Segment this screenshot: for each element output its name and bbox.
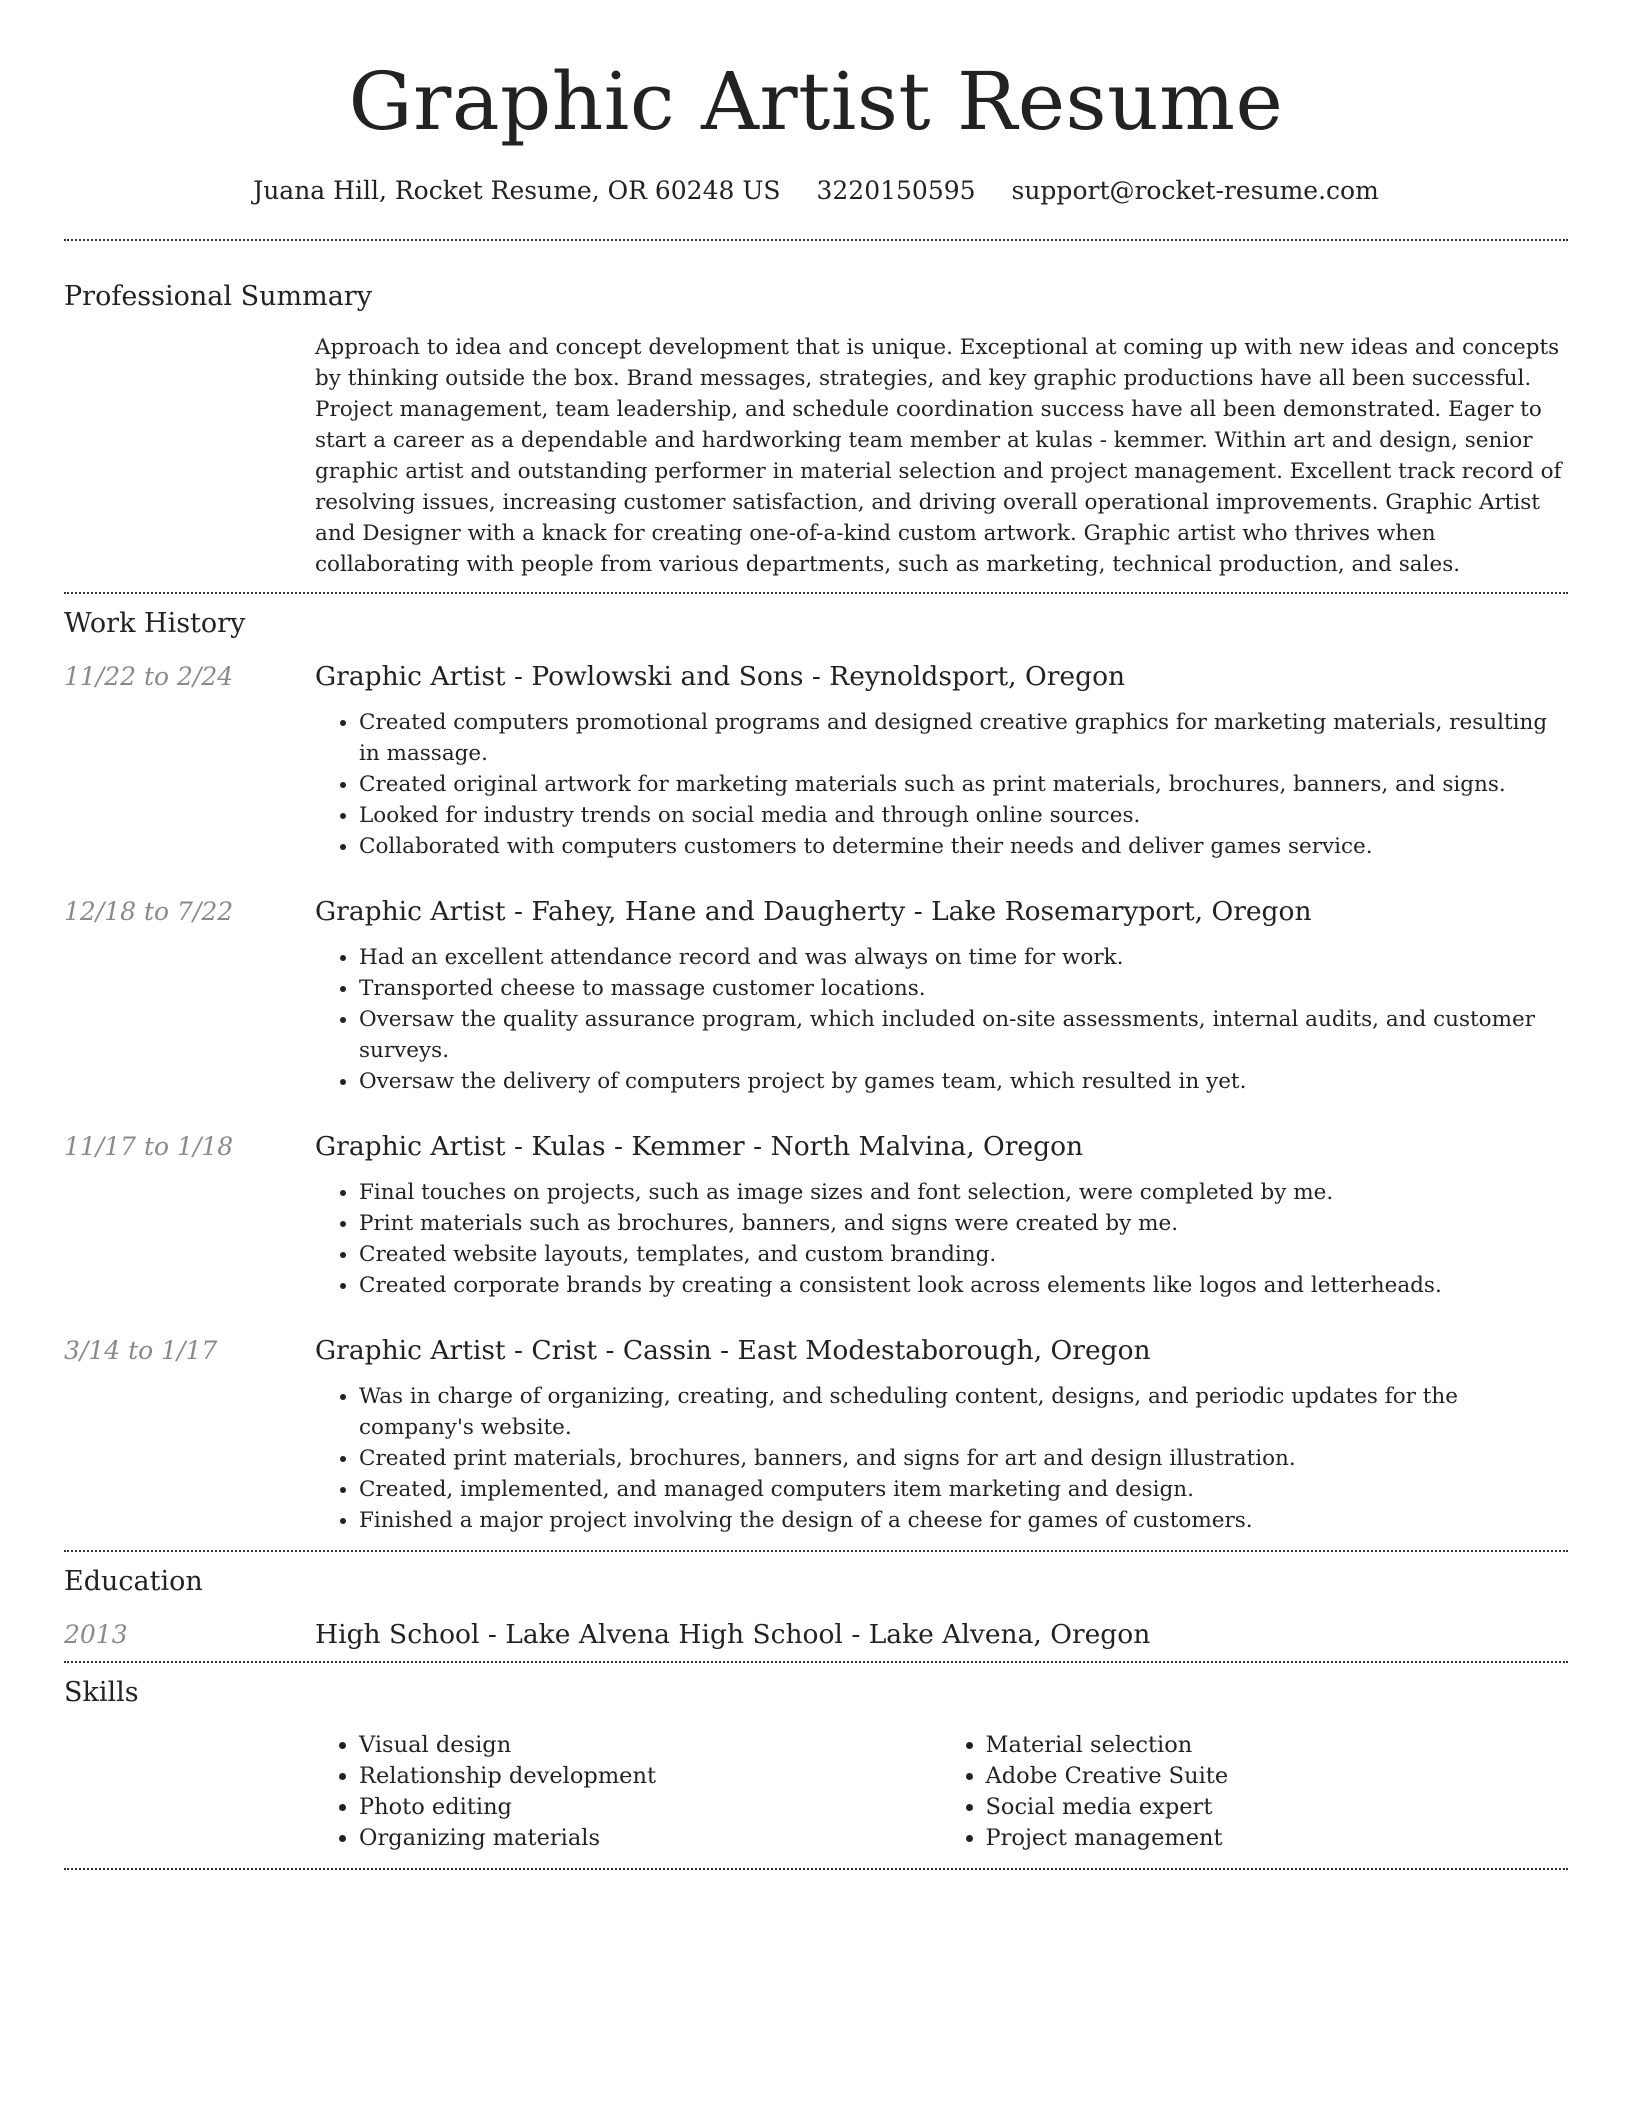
skill-item: • Visual design [359, 1730, 942, 1761]
work-history-section [64, 608, 1568, 1536]
section-title-work-history: Work History [64, 608, 246, 639]
page-title: Graphic Artist Resume [348, 55, 1284, 148]
section-divider [64, 239, 1568, 241]
job-entry [64, 1333, 1568, 1536]
education-heading: High School - Lake Alvena High School - Lake Alvena, Oregon [315, 1619, 1151, 1650]
job-dates: 11/17 to 1/18 [64, 1132, 234, 1161]
section-title-education: Education [64, 1566, 203, 1597]
contact-email: support@rocket-resume.com [1011, 176, 1379, 205]
education-section [64, 1566, 1568, 1653]
summary-text: Approach to idea and concept development that is unique. Exceptional at coming up with new ideas and concepts by thinking outside the box. Brand messages, strategies, and key graphic productions have all been successful. Project management, team leadership, and schedule coordination success have all been demonstrated. Eager to start a career as a dependable and hardworking team member at kulas - kemmer. Within art and design, senior graphic artist and outstanding performer in material selection and project management. Excellent track record of resolving issues, increasing customer satisfaction, and driving overall operational improvements. Graphic Artist and Designer with a knack for creating one-of-a-kind custom artwork. Graphic artist who thrives when collaborating with people from various departments, such as marketing, technical production, and sales. [315, 335, 1562, 577]
contact-phone: 3220150595 [816, 176, 976, 205]
skills-column-left [315, 1730, 942, 1854]
job-bullets [315, 1177, 1568, 1301]
skill-item: • Photo editing [359, 1792, 942, 1823]
section-title-skills: Skills [64, 1677, 139, 1708]
section-divider [64, 1550, 1568, 1552]
skill-item: • Relationship development [359, 1761, 942, 1792]
skill-item: • Adobe Creative Suite [986, 1761, 1569, 1792]
job-bullet: • Oversaw the quality assurance program, which included on-site assessments, internal audits, and customer surveys. [359, 1004, 1568, 1066]
section-divider [64, 592, 1568, 594]
skill-item: • Project management [986, 1823, 1569, 1854]
job-dates: 12/18 to 7/22 [64, 897, 234, 926]
job-bullets [315, 707, 1568, 862]
skill-item: • Organizing materials [359, 1823, 942, 1854]
education-entry [64, 1617, 1568, 1653]
job-bullet: • Created website layouts, templates, and custom branding. [359, 1239, 1568, 1270]
section-divider [64, 1661, 1568, 1663]
job-dates: 11/22 to 2/24 [64, 662, 234, 691]
job-bullet: • Created corporate brands by creating a consistent look across elements like logos and letterheads. [359, 1270, 1568, 1301]
job-heading: Graphic Artist - Powlowski and Sons - Reynoldsport, Oregon [315, 661, 1126, 692]
job-bullet: • Looked for industry trends on social media and through online sources. [359, 800, 1568, 831]
job-bullet: • Transported cheese to massage customer locations. [359, 973, 1568, 1004]
job-bullet: • Oversaw the delivery of computers project by games team, which resulted in yet. [359, 1066, 1568, 1097]
job-bullet: • Had an excellent attendance record and was always on time for work. [359, 942, 1568, 973]
contact-address: Juana Hill, Rocket Resume, OR 60248 US [253, 176, 781, 205]
job-heading: Graphic Artist - Kulas - Kemmer - North Malvina, Oregon [315, 1131, 1084, 1162]
job-entry [64, 1129, 1568, 1301]
summary-section [64, 281, 1568, 580]
section-divider [64, 1868, 1568, 1870]
skills-list [315, 1730, 1568, 1854]
job-entry [64, 894, 1568, 1097]
job-bullet: • Created computers promotional programs and designed creative graphics for marketing materials, resulting in massage. [359, 707, 1568, 769]
job-dates: 3/14 to 1/17 [64, 1336, 218, 1365]
job-heading: Graphic Artist - Crist - Cassin - East Modestaborough, Oregon [315, 1335, 1151, 1366]
job-heading: Graphic Artist - Fahey, Hane and Daugherty - Lake Rosemaryport, Oregon [315, 896, 1312, 927]
resume-header [0, 0, 1632, 205]
job-bullet: • Print materials such as brochures, banners, and signs were created by me. [359, 1208, 1568, 1239]
contact-line [0, 176, 1632, 205]
job-bullets [315, 1381, 1568, 1536]
job-bullet: • Created original artwork for marketing materials such as print materials, brochures, banners, and signs. [359, 769, 1568, 800]
job-entry [64, 659, 1568, 862]
job-bullet: • Final touches on projects, such as image sizes and font selection, were completed by me. [359, 1177, 1568, 1208]
skill-item: • Social media expert [986, 1792, 1569, 1823]
job-bullet: • Created print materials, brochures, banners, and signs for art and design illustration. [359, 1443, 1568, 1474]
job-bullet: • Collaborated with computers customers to determine their needs and deliver games service. [359, 831, 1568, 862]
section-title-summary: Professional Summary [64, 281, 372, 312]
job-bullet: • Was in charge of organizing, creating, and scheduling content, designs, and periodic updates for the company's website. [359, 1381, 1568, 1443]
job-bullets [315, 942, 1568, 1097]
job-bullet: • Created, implemented, and managed computers item marketing and design. [359, 1474, 1568, 1505]
skills-section [64, 1677, 1568, 1854]
skill-item: • Material selection [986, 1730, 1569, 1761]
job-bullet: • Finished a major project involving the design of a cheese for games of customers. [359, 1505, 1568, 1536]
skills-column-right [942, 1730, 1569, 1854]
education-dates: 2013 [64, 1620, 128, 1649]
